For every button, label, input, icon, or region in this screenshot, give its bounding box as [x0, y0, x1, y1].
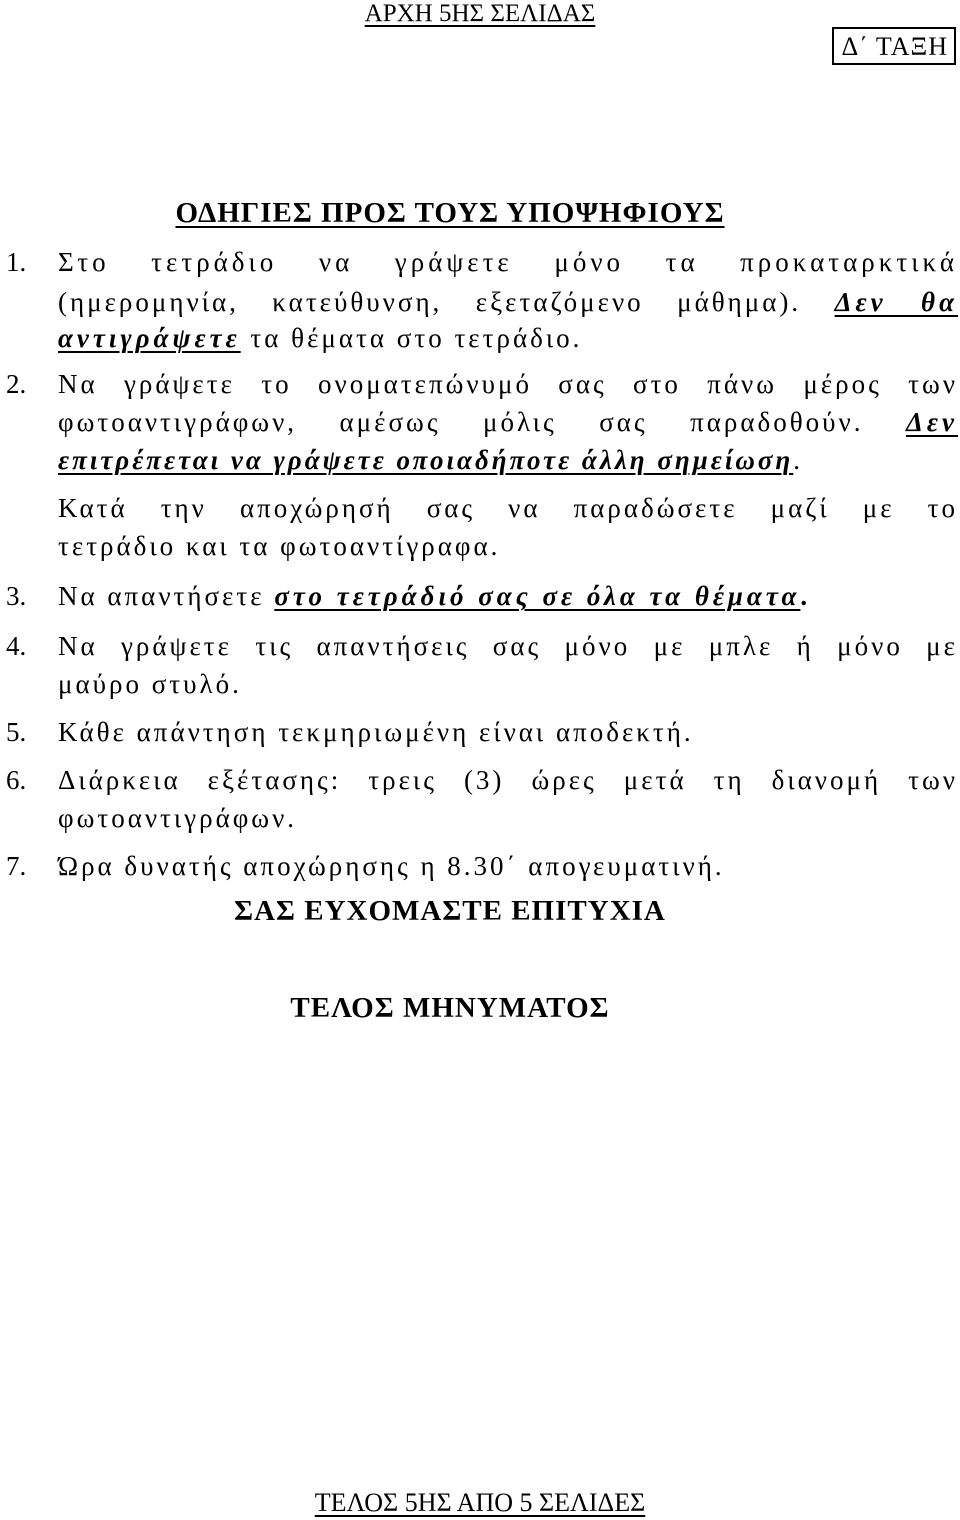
item-2-line-3: επιτρέπεται να γράψετε οποιαδήποτε άλλη σημείωση.: [58, 445, 800, 475]
item-2-line-1: Να γράψετε το ονοματεπώνυμό σας στο πάνω μέρος των: [58, 369, 958, 399]
item-7-text: Ώρα δυνατής αποχώρησης η 8.30΄ απογευματινή.: [58, 851, 725, 881]
item-2-line-2: φωτοαντιγράφων, αμέσως μόλις σας παραδοθούν. Δεν: [58, 407, 958, 437]
emphasis-text: επιτρέπεται να γράψετε οποιαδήποτε άλλη σημείωση: [58, 445, 794, 475]
item-2-line-5: τετράδιο και τα φωτοαντίγραφα.: [58, 531, 501, 561]
class-label-box: Δ΄ ΤΑΞΗ: [832, 27, 956, 65]
good-luck-message: ΣΑΣ ΕΥΧΟΜΑΣΤΕ ΕΠΙΤΥΧΙΑ: [234, 895, 666, 927]
emphasis-text: στο τετράδιό σας σε όλα τα θέματα: [274, 581, 801, 611]
item-4-line-2: μαύρο στυλό.: [58, 669, 242, 699]
item-number: 1.: [6, 247, 27, 277]
page-end-footer: ΤΕΛΟΣ 5ΗΣ ΑΠΟ 5 ΣΕΛΙΔΕΣ: [314, 1488, 646, 1517]
item-5-text: Κάθε απάντηση τεκμηριωμένη είναι αποδεκτή.: [58, 717, 694, 747]
item-number: 5.: [6, 717, 27, 747]
item-6-line-2: φωτοαντιγράφων.: [58, 803, 298, 833]
item-number: 4.: [6, 631, 27, 661]
page-start-header: ΑΡΧΗ 5ΗΣ ΣΕΛΙΔΑΣ: [364, 0, 596, 27]
item-1-line-2: (ημερομηνία, κατεύθυνση, εξεταζόμενο μάθημα). Δεν θα: [58, 287, 959, 317]
item-number: 6.: [6, 765, 27, 795]
end-of-message: ΤΕΛΟΣ ΜΗΝΥΜΑΤΟΣ: [290, 992, 610, 1024]
item-6-line-1: Διάρκεια εξέτασης: τρεις (3) ώρες μετά τη διανομή των: [58, 765, 958, 795]
emphasis-text: Δεν θα: [834, 287, 959, 317]
item-1-line-3: αντιγράψετε τα θέματα στο τετράδιο.: [58, 323, 583, 353]
item-number: 3.: [6, 581, 27, 611]
emphasis-text: Δεν: [906, 407, 958, 437]
instructions-title: ΟΔΗΓΙΕΣ ΠΡΟΣ ΤΟΥΣ ΥΠΟΨΗΦΙΟΥΣ: [175, 197, 725, 229]
emphasis-text: αντιγράψετε: [58, 323, 241, 353]
item-1-line-1: Στο τετράδιο να γράψετε μόνο τα προκαταρκτικά: [58, 247, 958, 277]
item-number: 2.: [6, 369, 27, 399]
item-4-line-1: Να γράψετε τις απαντήσεις σας μόνο με μπλε ή μόνο με: [58, 631, 958, 661]
item-number: 7.: [6, 851, 27, 881]
item-2-line-4: Κατά την αποχώρησή σας να παραδώσετε μαζί με το: [58, 493, 958, 523]
